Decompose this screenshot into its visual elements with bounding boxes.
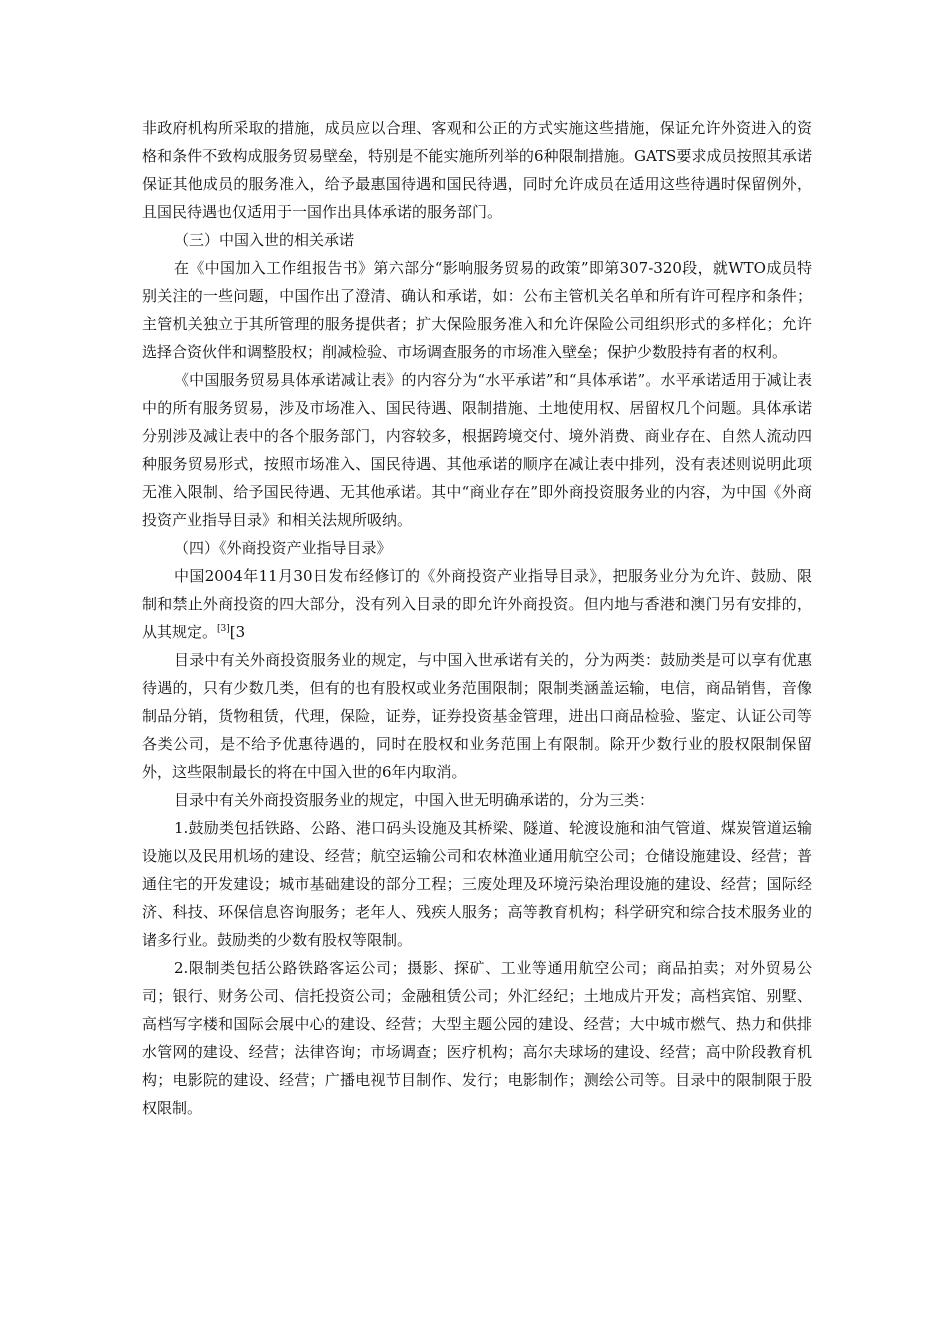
paragraph-working-party-report: 在《中国加入工作组报告书》第六部分“影响服务贸易的政策”即第307-320段，就WTO成员特别关注的一些问题，中国作出了澄清、确认和承诺，如：公布主管机关名单和所有许可程序和条件；主管机关独立于其所管理的服务提供者；扩大保险服务准入和允许保险公司组织形式的多样化；允许选择合资伙伴和调整股权；削减检验、市场调查服务的市场准入壁垒；保护少数股持有者的权利。 bbox=[142, 259, 812, 361]
paragraph-three-categories-intro: 目录中有关外商投资服务业的规定，中国入世无明确承诺的，分为三类： bbox=[174, 791, 655, 809]
document-page bbox=[142, 114, 812, 1122]
citation-marker: [3] bbox=[217, 624, 230, 634]
paragraph-gats-measures: 非政府机构所采取的措施，成员应以合理、客观和公正的方式实施这些措施，保证允许外资进入的资格和条件不致构成服务贸易壁垒，特别是不能实施所列举的6种限制措施。GATS要求成员按照其承诺保证其他成员的服务准入，给予最惠国待遇和国民待遇，同时允许成员在适用这些待遇时保留例外，且国民待遇也仅适用于一国作出具体承诺的服务部门。 bbox=[142, 119, 812, 221]
paragraph-catalogue-2004-text: 中国2004年11月30日发布经修订的《外商投资产业指导目录》，把服务业分为允许、鼓励、限制和禁止外商投资的四大部分，没有列入目录的即允许外商投资。但内地与香港和澳门另有安排的，从其规定。 bbox=[142, 567, 812, 641]
paragraph-catalogue-2004 bbox=[142, 562, 812, 646]
section-heading-investment-catalogue: （四）《外商投资产业指导目录》 bbox=[174, 539, 392, 557]
paragraph-two-categories: 目录中有关外商投资服务业的规定，与中国入世承诺有关的，分为两类：鼓励类是可以享有优惠待遇的，只有少数几类，但有的也有股权或业务范围限制；限制类涵盖运输，电信，商品销售，音像制品分销，货物租赁，代理，保险，证券，证券投资基金管理，进出口商品检验、鉴定、认证公司等各类公司，是不给予优惠待遇的，同时在股权和业务范围上有限制。除开少数行业的股权限制保留外，这些限制最长的将在中国入世的6年内取消。 bbox=[142, 651, 812, 781]
section-heading-china-wto-commitments: （三）中国入世的相关承诺 bbox=[174, 231, 355, 249]
paragraph-restricted-category: 2.限制类包括公路铁路客运公司；摄影、探矿、工业等通用航空公司；商品拍卖；对外贸易公司；银行、财务公司、信托投资公司；金融租赁公司；外汇经纪；土地成片开发；高档宾馆、别墅、高档写字楼和国际会展中心的建设、经营；大型主题公园的建设、经营；大中城市燃气、热力和供排水管网的建设、经营；法律咨询；市场调查；医疗机构；高尔夫球场的建设、经营；高中阶段教育机构；电影院的建设、经营；广播电视节目制作、发行；电影制作；测绘公司等。目录中的限制限于股权限制。 bbox=[142, 959, 812, 1117]
paragraph-schedule-of-commitments: 《中国服务贸易具体承诺减让表》的内容分为“水平承诺”和“具体承诺”。水平承诺适用于减让表中的所有服务贸易，涉及市场准入、国民待遇、限制措施、土地使用权、居留权几个问题。具体承诺分别涉及减让表中的各个服务部门，内容较多，根据跨境交付、境外消费、商业存在、自然人流动四种服务贸易形式，按照市场准入、国民待遇、其他承诺的顺序在减让表中排列，没有表述则说明此项无准入限制、给予国民待遇、无其他承诺。其中“商业存在”即外商投资服务业的内容，为中国《外商投资产业指导目录》和相关法规所吸纳。 bbox=[142, 371, 812, 529]
paragraph-encouraged-category: 1.鼓励类包括铁路、公路、港口码头设施及其桥梁、隧道、轮渡设施和油气管道、煤炭管道运输设施以及民用机场的建设、经营；航空运输公司和农林渔业通用航空公司；仓储设施建设、经营；普通住宅的开发建设；城市基础建设的部分工程；三废处理及环境污染治理设施的建设、经营；国际经济、科技、环保信息咨询服务；老年人、残疾人服务；高等教育机构；科学研究和综合技术服务业的诸多行业。鼓励类的少数有股权等限制。 bbox=[142, 819, 812, 949]
citation-tail: [3 bbox=[229, 623, 246, 641]
